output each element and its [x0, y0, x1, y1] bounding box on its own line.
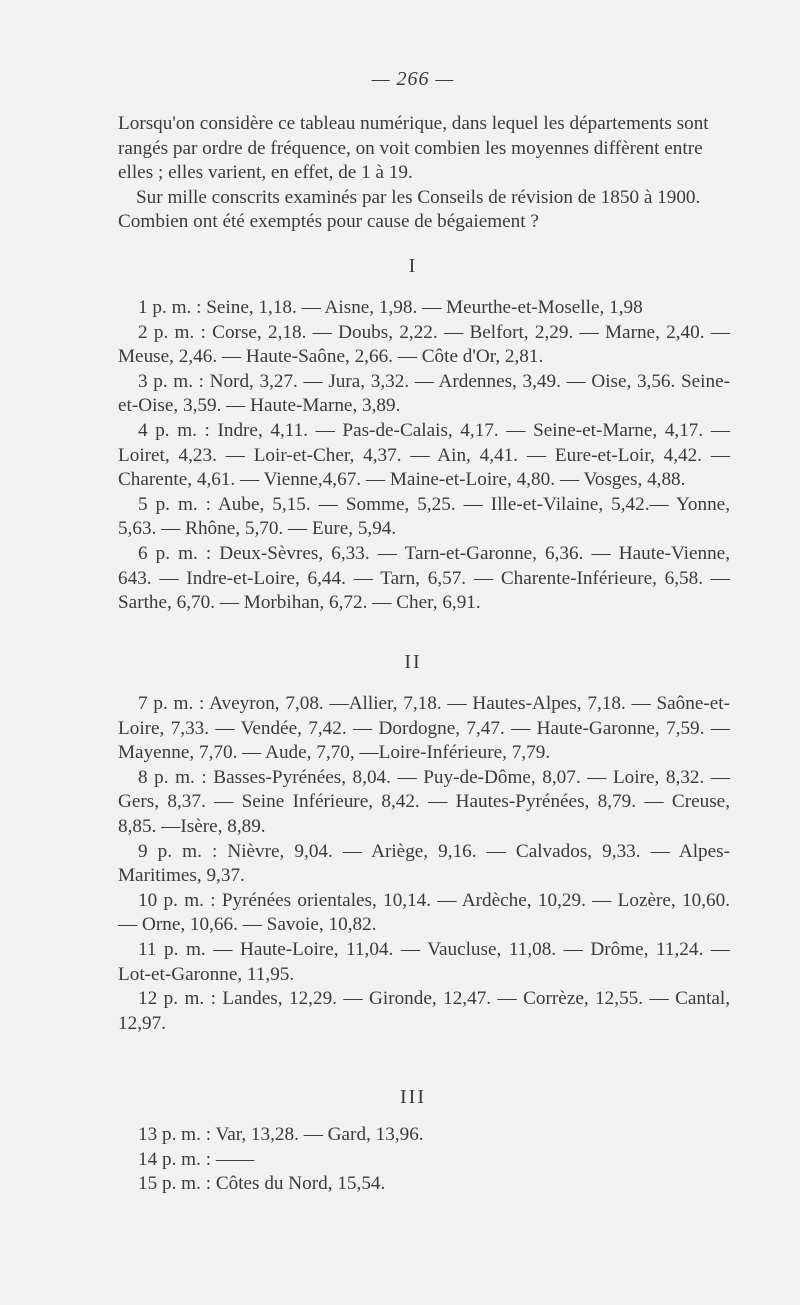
entry: 12 p. m. : Landes, 12,29. — Gironde, 12,47. — Corrèze, 12,55. — Cantal, 12,97. [118, 988, 730, 1034]
section-2 [118, 692, 730, 1036]
intro-paragraph: Lorsqu'on considère ce tableau numérique, dans lequel les départements sont rangés par ordre de fréquence, on voit combien les moyennes diffèrent entre elles ; elles varient, en effet, de 1 à 19. [118, 113, 709, 184]
entry: 5 p. m. : Aube, 5,15. — Somme, 5,25. — Ille-et-Vilaine, 5,42.— Yonne, 5,63. — Rhône, 5,70. — Eure, 5,94. [118, 493, 730, 540]
entry: 3 p. m. : Nord, 3,27. — Jura, 3,32. — Ardennes, 3,49. — Oise, 3,56. Seine-et-Oise, 3,59. — Haute-Marne, 3,89. [118, 370, 730, 417]
section-heading-2: II [404, 651, 422, 673]
entry: 4 p. m. : Indre, 4,11. — Pas-de-Calais, 4,17. — Seine-et-Marne, 4,17. — Loiret, 4,23. — Loir-et-Cher, 4,37. — Ain, 4,41. — Eure-et-Loir, 4,42. — Charente, 4,61. — Vienne,4,67. — Maine-et-Loire, 4,80. — Vosges, 4,88. [118, 419, 730, 491]
entry: 13 p. m. : Var, 13,28. — Gard, 13,96. [138, 1124, 424, 1145]
entry: 2 p. m. : Corse, 2,18. — Doubs, 2,22. — Belfort, 2,29. — Marne, 2,40. — Meuse, 2,46. — Haute-Saône, 2,66. — Côte d'Or, 2,81. [118, 321, 730, 368]
entry: 11 p. m. — Haute-Loire, 11,04. — Vaucluse, 11,08. — Drôme, 11,24. — Lot-et-Garonne, 11,95. [118, 938, 730, 985]
section-3 [118, 1123, 730, 1197]
intro-paragraph: Sur mille conscrits examinés par les Conseils de révision de 1850 à 1900. Combien ont été exemptés pour cause de bégaiement ? [118, 186, 701, 233]
entry: 8 p. m. : Basses-Pyrénées, 8,04. — Puy-de-Dôme, 8,07. — Loire, 8,32. — Gers, 8,37. — Seine Inférieure, 8,42. — Hautes-Pyrénées, 8,79. — Creuse, 8,85. —Isère, 8,89. [118, 766, 730, 837]
intro-text [118, 112, 730, 235]
section-1 [118, 296, 730, 616]
entry: 10 p. m. : Pyrénées orientales, 10,14. — Ardèche, 10,29. — Lozère, 10,60. — Orne, 10,66. — Savoie, 10,82. [118, 889, 730, 936]
section-heading-3: III [400, 1086, 426, 1108]
entry: 14 p. m. : —— [138, 1148, 255, 1170]
entry: 9 p. m. : Nièvre, 9,04. — Ariège, 9,16. — Calvados, 9,33. — Alpes-Maritimes, 9,37. [118, 840, 730, 887]
entry: 6 p. m. : Deux-Sèvres, 6,33. — Tarn-et-Garonne, 6,36. — Haute-Vienne, 643. — Indre-et-Loire, 6,44. — Tarn, 6,57. — Charente-Inférieure, 6,58. — Sarthe, 6,70. — Morbihan, 6,72. — Cher, 6,91. [118, 542, 730, 614]
page-number: — 266 — [371, 68, 455, 90]
entry: 1 p. m. : Seine, 1,18. — Aisne, 1,98. — Meurthe-et-Moselle, 1,98 [138, 297, 643, 318]
section-heading-1: I [408, 255, 418, 277]
entry: 15 p. m. : Côtes du Nord, 15,54. [138, 1173, 386, 1195]
entry: 7 p. m. : Aveyron, 7,08. —Allier, 7,18. — Hautes-Alpes, 7,18. — Saône-et-Loire, 7,33. — Vendée, 7,42. — Dordogne, 7,47. — Haute-Garonne, 7,59. — Mayenne, 7,70. — Aude, 7,70, —Loire-Inférieure, 7,79. [118, 693, 730, 764]
